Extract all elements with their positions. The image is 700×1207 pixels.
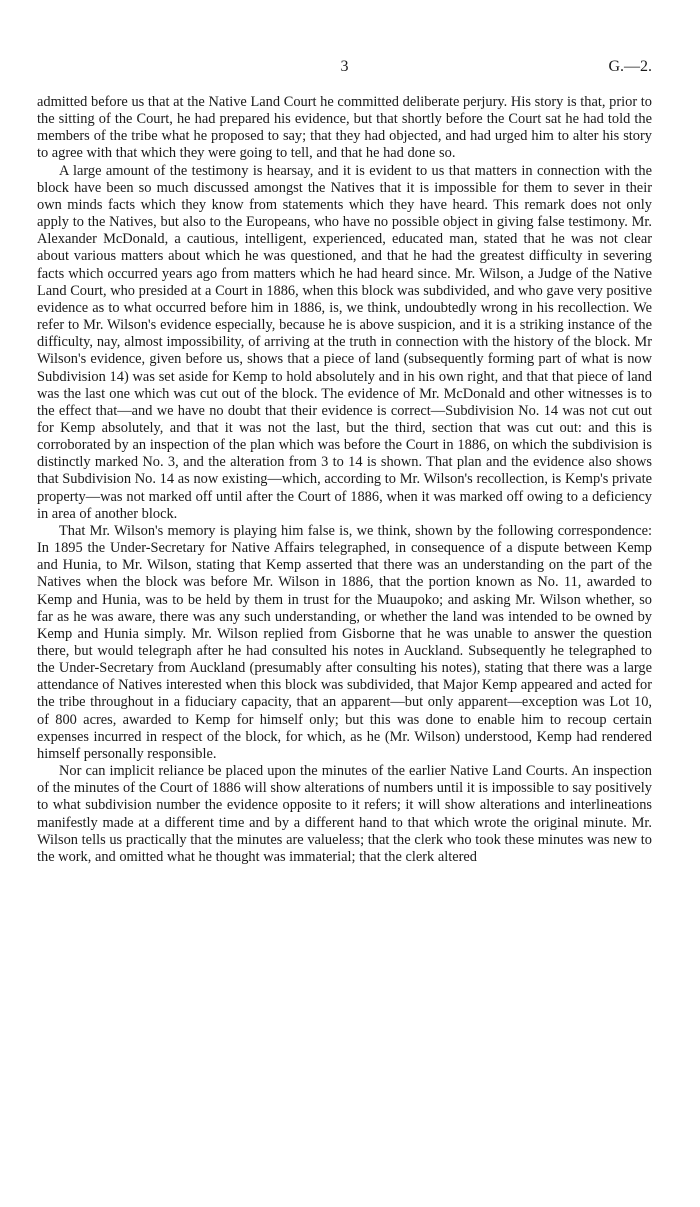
- page-number: 3: [340, 58, 349, 75]
- paragraph-continued: admitted before us that at the Native Land Court he committed deliberate perjury. His story is that, prior to the sitting of the Court, he had prepared his evidence, but that shortly before the Court sat he had told the members of the tribe what he proposed to say; that they had objected, and had urged him to alter his story to agree with that which they were going to tell, and that he had done so.: [37, 94, 652, 162]
- body-text: [37, 94, 652, 866]
- paragraph-minutes: Nor can implicit reliance be placed upon the minutes of the earlier Native Land Courts. An inspection of the minutes of the Court of 1886 will show alterations of numbers until it is impossible to say positively to what subdivision number the evidence opposite to it refers; it will show alterations and interlineations manifestly made at a different time and by a different hand to that which wrote the original minute. Mr. Wilson tells us practically that the minutes are valueless; that the clerk who took these minutes was new to the work, and omitted what he thought was immaterial; that the clerk altered: [37, 763, 652, 865]
- page-header: [37, 58, 652, 94]
- paragraph-correspondence: That Mr. Wilson's memory is playing him false is, we think, shown by the following correspondence: In 1895 the Under-Secretary for Native Affairs telegraphed, in consequence of a dispute between Kemp and Hunia, to Mr. Wilson, stating that Kemp asserted that there was an understanding on the part of the Natives when the block was before Mr. Wilson in 1886, that the portion known as No. 11, awarded to Kemp and Hunia, was to be held by them in trust for the Muaupoko; and asking Mr. Wilson whether, so far as he was aware, there was any such understanding, or whether the land was intended to be owned by Kemp and Hunia simply. Mr. Wilson replied from Gisborne that he was unable to answer the question there, but would telegraph after he had consulted his notes in Auckland. Subsequently he telegraphed to the Under-Secretary from Auckland (presumably after consulting his notes), stating that there was a large attendance of Natives interested when this block was subdivided, that Major Kemp appeared and acted for the tribe throughout in a fiduciary capacity, that an apparent—but only apparent—exception was Lot 10, of 800 acres, awarded to Kemp for himself only; but this was done to enable him to recoup certain expenses incurred in respect of the block, for which, as he (Mr. Wilson) understood, Kemp had rendered himself personally responsible.: [37, 522, 652, 762]
- document-reference: G.—2.: [608, 58, 652, 75]
- paragraph-hearsay: A large amount of the testimony is hearsay, and it is evident to us that matters in connection with the block have been so much discussed amongst the Natives that it is impossible for them to sever in their own minds facts which they know from statements which they have heard. This remark does not only apply to the Natives, but also to the Europeans, who have no possible object in giving false testimony. Mr. Alexander McDonald, a cautious, intelligent, experienced, educated man, stated that he was not clear about various matters about which he was questioned, and that he had the greatest difficulty in severing facts which occurred years ago from matters which he had heard since. Mr. Wilson, a Judge of the Native Land Court, who presided at a Court in 1886, when this block was subdivided, and who gave very positive evidence as to what occurred before him in 1886, is, we think, undoubtedly wrong in his recollection. We refer to Mr. Wilson's evidence especially, because he is above suspicion, and it is a striking instance of the difficulty, nay, almost impossibility, of arriving at the truth in connection with the history of the block. Mr Wilson's evidence, given before us, shows that a piece of land (subsequently forming part of what is now Subdivision 14) was set aside for Kemp to hold absolutely and in his own right, and that that piece of land was the last one which was cut out of the block. The evidence of Mr. McDonald and other witnesses is to the effect that—and we have no doubt that their evidence is correct—Subdivision No. 14 was not cut out for Kemp absolutely, and that it was not the last, but the third, section that was cut out: and this is corroborated by an inspection of the plan which was before the Court in 1886, on which the subdivision is distinctly marked No. 3, and the alteration from 3 to 14 is shown. That plan and the evidence also shows that Subdivision No. 14 as now existing—which, according to Mr. Wilson's recollection, is Kemp's private property—was not marked off until after the Court of 1886, when it was marked off owing to a deficiency in area of another block.: [37, 162, 652, 522]
